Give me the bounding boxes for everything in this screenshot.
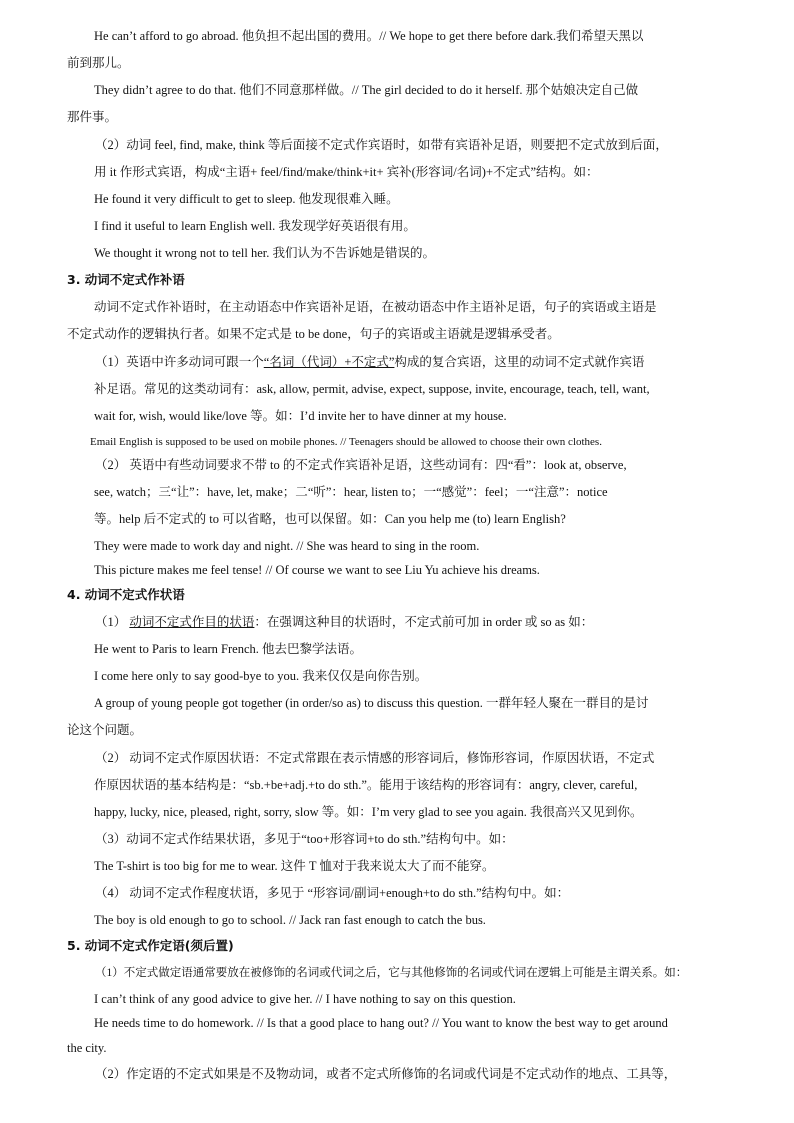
text-line: He can’t afford to go abroad. 他负担不起出国的费用。// We hope to get there before dark.我们希望天黑以 — [94, 29, 644, 43]
text-line: A group of young people got together (in order/so as) to discuss this question. 一群年轻人聚在一群目的是讨 — [94, 696, 649, 710]
text-run: （1） — [95, 615, 130, 629]
text-line: 不定式动作的逻辑执行者。如果不定式是 to be done，句子的宾语或主语就是逻辑承受者。 — [67, 327, 560, 341]
section-heading: 4. 动词不定式作状语 — [67, 587, 185, 602]
text-line: the city. — [67, 1041, 107, 1055]
text-run: ：在强调这种目的状语时，不定式前可加 in order 或 so as 如： — [254, 615, 594, 629]
section-heading: 5. 动词不定式作定语(须后置) — [67, 938, 234, 953]
text-line: He went to Paris to learn French. 他去巴黎学法语。 — [94, 642, 363, 656]
text-line: （2）动词 feel, find, make, think 等后面接不定式作宾语时，如带有宾语补足语，则要把不定式放到后面， — [95, 138, 668, 152]
text-line: （1）不定式做定语通常要放在被修饰的名词或代词之后，它与其他修饰的名词或代词在逻辑上可能是主谓关系。如： — [95, 967, 688, 979]
text-run: 构成的复合宾语，这里的动词不定式就作宾语 — [394, 355, 645, 369]
text-line: The boy is old enough to go to school. // Jack ran fast enough to catch the bus. — [94, 913, 486, 927]
text-line: I can’t think of any good advice to give her. // I have nothing to say on this question. — [94, 992, 516, 1006]
text-line: see, watch；三“让”：have, let, make；二“听”：hear, listen to；一“感觉”：feel；一“注意”：notice — [94, 485, 608, 499]
text-line: I come here only to say good-bye to you. 我来仅仅是向你告别。 — [94, 669, 428, 683]
text-line: （2） 动词不定式作原因状语：不定式常跟在表示情感的形容词后，修饰形容词，作原因状语，不定式 — [95, 751, 655, 765]
text-line: 用 it 作形式宾语，构成“主语+ feel/find/make/think+it+ 宾补(形容词/名词)+不定式”结构。如： — [94, 165, 599, 179]
text-line: （2） 英语中有些动词要求不带 to 的不定式作宾语补足语，这些动词有：四“看”：look at, observe, — [95, 458, 627, 472]
text-line: 那件事。 — [67, 110, 118, 124]
text-line: wait for, wish, would like/love 等。如：I’d invite her to have dinner at my house. — [94, 409, 507, 423]
text-line: 补足语。常见的这类动词有：ask, allow, permit, advise, expect, suppose, invite, encourage, teach, tell, want, — [94, 382, 650, 396]
underlined-phrase: 动词不定式作目的状语 — [129, 615, 255, 629]
text-line: The T-shirt is too big for me to wear. 这件 T 恤对于我来说太大了而不能穿。 — [94, 859, 495, 873]
text-line: They were made to work day and night. // She was heard to sing in the room. — [94, 539, 480, 553]
text-line: happy, lucky, nice, pleased, right, sorry, slow 等。如：I’m very glad to see you again. 我很高兴又见到你。 — [94, 805, 643, 819]
text-line: （4） 动词不定式作程度状语，多见于 “形容词/副词+enough+to do sth.”结构句中。如： — [95, 886, 570, 900]
text-line: He found it very difficult to get to sleep. 他发现很难入睡。 — [94, 192, 399, 206]
text-line — [95, 353, 746, 371]
text-run: （1）英语中许多动词可跟一个 — [95, 355, 264, 369]
text-line: Email English is supposed to be used on mobile phones. // Teenagers should be allowed to choose their own clothes. — [90, 436, 602, 448]
text-line: 等。help 后不定式的 to 可以省略，也可以保留。如：Can you help me (to) learn English? — [94, 512, 566, 526]
text-line: （2）作定语的不定式如果是不及物动词，或者不定式所修饰的名词或代词是不定式动作的地点、工具等， — [95, 1067, 677, 1081]
text-line: I find it useful to learn English well. 我发现学好英语很有用。 — [94, 219, 416, 233]
underlined-phrase: “名词（代词）+不定式” — [263, 355, 395, 369]
text-line: 前到那儿。 — [67, 56, 130, 70]
text-line: He needs time to do homework. // Is that a good place to hang out? // You want to know the best way to get around — [94, 1016, 668, 1030]
text-line: （3）动词不定式作结果状语，多见于“too+形容词+to do sth.”结构句中。如： — [95, 832, 514, 846]
text-line: This picture makes me feel tense! // Of course we want to see Liu Yu achieve his dreams. — [94, 563, 540, 577]
text-line: They didn’t agree to do that. 他们不同意那样做。// The girl decided to do it herself. 那个姑娘决定自己做 — [94, 83, 639, 97]
text-line: 作原因状语的基本结构是：“sb.+be+adj.+to do sth.”。能用于该结构的形容词有：angry, clever, careful, — [94, 778, 638, 792]
text-line: We thought it wrong not to tell her. 我们认为不告诉她是错误的。 — [94, 246, 435, 260]
text-line — [95, 613, 746, 631]
text-line: 动词不定式作补语时，在主动语态中作宾语补足语，在被动语态中作主语补足语，句子的宾语或主语是 — [94, 300, 657, 314]
section-heading: 3. 动词不定式作补语 — [67, 272, 185, 287]
text-line: 论这个问题。 — [67, 723, 143, 737]
